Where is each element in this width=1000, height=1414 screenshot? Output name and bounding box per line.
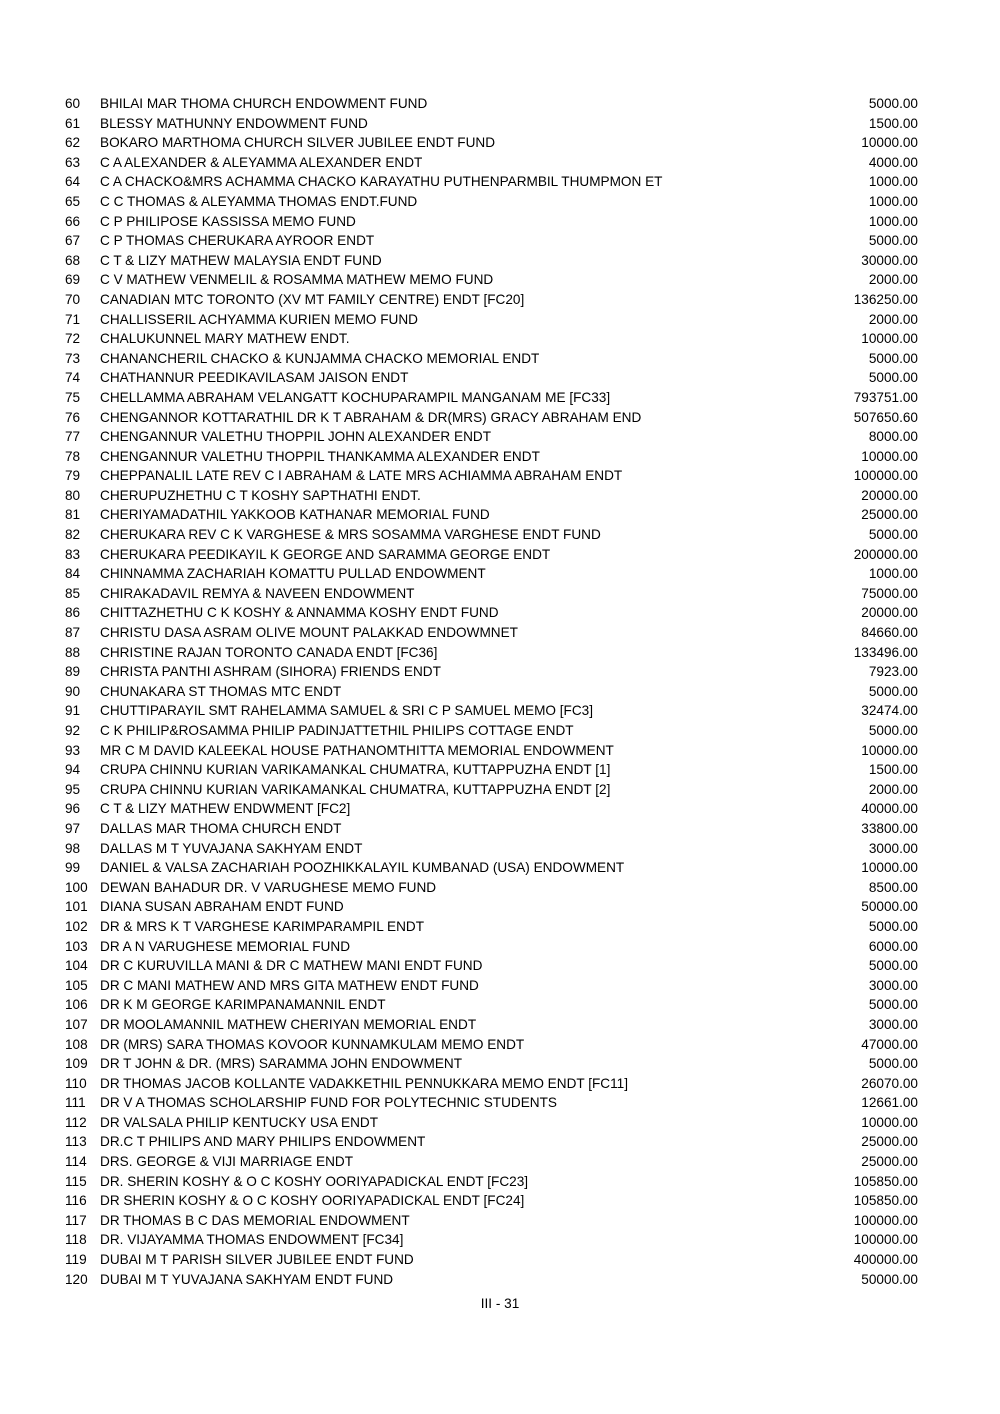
row-number: 113 (65, 1134, 87, 1150)
fund-name: DEWAN BAHADUR DR. V VARUGHESE MEMO FUND (100, 879, 437, 895)
row-number: 65 (65, 193, 81, 209)
row-number: 68 (65, 252, 81, 268)
table-row (65, 1015, 918, 1035)
fund-name: CANADIAN MTC TORONTO (XV MT FAMILY CENTRE) ENDT [FC20] (100, 291, 525, 307)
table-row (65, 1270, 918, 1290)
table-row (65, 995, 918, 1015)
table-row (65, 839, 918, 859)
row-number: 75 (65, 389, 81, 405)
endowment-fund-list (65, 94, 918, 1289)
row-number: 92 (65, 723, 81, 738)
fund-amount: 136250.00 (853, 291, 918, 307)
fund-name: DANIEL & VALSA ZACHARIAH POOZHIKKALAYIL KUMBANAD (USA) ENDOWMENT (100, 860, 625, 876)
table-row (65, 662, 918, 682)
fund-name: C K PHILIP&ROSAMMA PHILIP PADINJATTETHIL PHILIPS COTTAGE ENDT (100, 723, 574, 738)
fund-name: DR V A THOMAS SCHOLARSHIP FUND FOR POLYTECHNIC STUDENTS (100, 1095, 557, 1111)
fund-amount: 105850.00 (853, 1173, 918, 1189)
row-number: 63 (65, 154, 81, 170)
fund-amount: 32474.00 (861, 703, 918, 719)
fund-name: DUBAI M T PARISH SILVER JUBILEE ENDT FUND (100, 1252, 414, 1268)
row-number: 88 (65, 644, 81, 660)
fund-amount: 1000.00 (868, 213, 918, 229)
fund-amount: 12661.00 (861, 1095, 918, 1111)
table-row (65, 153, 918, 173)
row-number: 118 (65, 1232, 87, 1248)
fund-amount: 400000.00 (853, 1252, 918, 1268)
fund-name: DR (MRS) SARA THOMAS KOVOOR KUNNAMKULAM MEMO ENDT (100, 1036, 525, 1052)
table-row (65, 643, 918, 663)
table-row (65, 251, 918, 271)
fund-amount: 100000.00 (853, 1212, 918, 1228)
fund-name: DALLAS M T YUVAJANA SAKHYAM ENDT (100, 840, 363, 856)
row-number: 106 (65, 997, 88, 1013)
row-number: 109 (65, 1056, 88, 1072)
fund-name: DR MOOLAMANNIL MATHEW CHERIYAN MEMORIAL ENDT (100, 1016, 477, 1032)
table-row (65, 701, 918, 721)
table-row (65, 799, 918, 819)
row-number: 119 (65, 1252, 87, 1268)
fund-amount: 84660.00 (861, 625, 918, 641)
fund-amount: 10000.00 (861, 742, 918, 758)
table-row (65, 760, 918, 780)
row-number: 76 (65, 409, 81, 425)
row-number: 61 (65, 115, 81, 131)
fund-name: CHIRAKADAVIL REMYA & NAVEEN ENDOWMENT (100, 585, 415, 601)
fund-name: CHENGANNUR VALETHU THOPPIL JOHN ALEXANDER ENDT (100, 429, 492, 445)
fund-name: DR A N VARUGHESE MEMORIAL FUND (100, 938, 351, 954)
table-row (65, 1152, 918, 1172)
row-number: 78 (65, 448, 81, 464)
fund-amount: 793751.00 (853, 389, 918, 405)
fund-name: C C THOMAS & ALEYAMMA THOMAS ENDT.FUND (100, 193, 418, 209)
fund-amount: 3000.00 (868, 840, 918, 856)
table-row (65, 466, 918, 486)
table-row (65, 1132, 918, 1152)
row-number: 81 (65, 507, 81, 523)
table-row (65, 603, 918, 623)
row-number: 87 (65, 625, 81, 641)
fund-name: CHENGANNOR KOTTARATHIL DR K T ABRAHAM & DR(MRS) GRACY ABRAHAM END (100, 409, 642, 425)
fund-amount: 4000.00 (868, 154, 918, 170)
fund-name: C V MATHEW VENMELIL & ROSAMMA MATHEW MEMO FUND (100, 272, 494, 288)
fund-amount: 26070.00 (861, 1075, 918, 1091)
fund-amount: 40000.00 (861, 801, 918, 817)
row-number: 66 (65, 213, 81, 229)
fund-name: DRS. GEORGE & VIJI MARRIAGE ENDT (100, 1154, 354, 1170)
table-row (65, 270, 918, 290)
fund-amount: 3000.00 (868, 977, 918, 993)
fund-amount: 8000.00 (868, 429, 918, 445)
row-number: 90 (65, 683, 81, 699)
table-row (65, 388, 918, 408)
fund-amount: 5000.00 (868, 997, 918, 1013)
fund-name: CHRISTINE RAJAN TORONTO CANADA ENDT [FC36] (100, 644, 438, 660)
fund-amount: 10000.00 (861, 1114, 918, 1130)
table-row (65, 212, 918, 232)
row-number: 105 (65, 977, 88, 993)
fund-name: DR.C T PHILIPS AND MARY PHILIPS ENDOWMENT (100, 1134, 426, 1150)
fund-amount: 1000.00 (868, 174, 918, 190)
fund-name: CHERUKARA REV C K VARGHESE & MRS SOSAMMA VARGHESE ENDT FUND (100, 527, 601, 543)
fund-name: CHALLISSERIL ACHYAMMA KURIEN MEMO FUND (100, 311, 418, 327)
table-row (65, 486, 918, 506)
row-number: 112 (65, 1114, 87, 1130)
table-row (65, 505, 918, 525)
fund-amount: 25000.00 (861, 1134, 918, 1150)
fund-amount: 20000.00 (861, 487, 918, 503)
row-number: 111 (65, 1095, 86, 1111)
fund-amount: 10000.00 (861, 448, 918, 464)
row-number: 84 (65, 566, 81, 582)
table-row (65, 937, 918, 957)
fund-amount: 47000.00 (861, 1036, 918, 1052)
row-number: 62 (65, 135, 81, 151)
row-number: 60 (65, 96, 81, 111)
row-number: 72 (65, 331, 81, 347)
fund-name: CHEPPANALIL LATE REV C I ABRAHAM & LATE MRS ACHIAMMA ABRAHAM ENDT (100, 468, 623, 484)
fund-amount: 5000.00 (868, 233, 918, 249)
fund-amount: 100000.00 (853, 468, 918, 484)
row-number: 107 (65, 1016, 88, 1032)
row-number: 73 (65, 350, 81, 366)
fund-name: DALLAS MAR THOMA CHURCH ENDT (100, 820, 342, 836)
table-row (65, 721, 918, 741)
table-row (65, 1230, 918, 1250)
fund-name: DR C MANI MATHEW AND MRS GITA MATHEW ENDT FUND (100, 977, 479, 993)
fund-amount: 50000.00 (861, 899, 918, 915)
fund-name: MR C M DAVID KALEEKAL HOUSE PATHANOMTHITTA MEMORIAL ENDOWMENT (100, 742, 614, 758)
table-row (65, 172, 918, 192)
table-row (65, 741, 918, 761)
table-row (65, 819, 918, 839)
fund-amount: 30000.00 (861, 252, 918, 268)
table-row (65, 878, 918, 898)
fund-name: CHERUPUZHETHU C T KOSHY SAPTHATHI ENDT. (100, 487, 421, 503)
fund-name: DR. SHERIN KOSHY & O C KOSHY OORIYAPADICKAL ENDT [FC23] (100, 1173, 529, 1189)
table-row (65, 1113, 918, 1133)
table-row (65, 780, 918, 800)
table-row (65, 623, 918, 643)
table-row (65, 349, 918, 369)
fund-name: DR C KURUVILLA MANI & DR C MATHEW MANI ENDT FUND (100, 958, 483, 974)
row-number: 102 (65, 918, 88, 934)
fund-name: CRUPA CHINNU KURIAN VARIKAMANKAL CHUMATRA, KUTTAPPUZHA ENDT [2] (100, 781, 611, 797)
row-number: 85 (65, 585, 81, 601)
row-number: 91 (65, 703, 81, 719)
row-number: 82 (65, 527, 81, 543)
fund-amount: 7923.00 (868, 664, 918, 680)
fund-amount: 2000.00 (868, 781, 918, 797)
table-row (65, 564, 918, 584)
fund-amount: 6000.00 (868, 938, 918, 954)
table-row (65, 1191, 918, 1211)
fund-name: CHUNAKARA ST THOMAS MTC ENDT (100, 683, 342, 699)
table-row (65, 545, 918, 565)
fund-amount: 133496.00 (853, 644, 918, 660)
fund-name: C P THOMAS CHERUKARA AYROOR ENDT (100, 233, 375, 249)
fund-amount: 10000.00 (861, 860, 918, 876)
fund-name: CHATHANNUR PEEDIKAVILASAM JAISON ENDT (100, 370, 409, 386)
table-row (65, 368, 918, 388)
fund-name: C P PHILIPOSE KASSISSA MEMO FUND (100, 213, 356, 229)
row-number: 101 (65, 899, 88, 915)
fund-amount: 33800.00 (861, 820, 918, 836)
table-row (65, 1093, 918, 1113)
row-number: 115 (65, 1173, 87, 1189)
table-row (65, 956, 918, 976)
table-row (65, 584, 918, 604)
row-number: 83 (65, 546, 81, 562)
fund-amount: 5000.00 (868, 1056, 918, 1072)
row-number: 96 (65, 801, 81, 817)
fund-name: DR SHERIN KOSHY & O C KOSHY OORIYAPADICKAL ENDT [FC24] (100, 1193, 525, 1209)
row-number: 98 (65, 840, 81, 856)
table-row (65, 1074, 918, 1094)
fund-name: CHENGANNUR VALETHU THOPPIL THANKAMMA ALEXANDER ENDT (100, 448, 540, 464)
table-row (65, 329, 918, 349)
table-row (65, 682, 918, 702)
table-row (65, 917, 918, 937)
row-number: 95 (65, 781, 81, 797)
row-number: 69 (65, 272, 81, 288)
fund-name: CHALUKUNNEL MARY MATHEW ENDT. (100, 331, 350, 347)
table-row (65, 1172, 918, 1192)
fund-name: C T & LIZY MATHEW MALAYSIA ENDT FUND (100, 252, 382, 268)
fund-amount: 5000.00 (868, 918, 918, 934)
page-number: III - 31 (480, 1296, 520, 1311)
fund-name: DR K M GEORGE KARIMPANAMANNIL ENDT (100, 997, 386, 1013)
table-row (65, 1211, 918, 1231)
table-row (65, 290, 918, 310)
table-row (65, 310, 918, 330)
table-row (65, 897, 918, 917)
table-row (65, 447, 918, 467)
fund-amount: 8500.00 (868, 879, 918, 895)
fund-amount: 5000.00 (868, 96, 918, 111)
row-number: 116 (65, 1193, 87, 1209)
fund-name: BOKARO MARTHOMA CHURCH SILVER JUBILEE ENDT FUND (100, 135, 496, 151)
row-number: 100 (65, 879, 88, 895)
table-row (65, 525, 918, 545)
fund-amount: 5000.00 (868, 370, 918, 386)
fund-amount: 10000.00 (861, 135, 918, 151)
fund-amount: 3000.00 (868, 1016, 918, 1032)
table-row (65, 192, 918, 212)
fund-name: DIANA SUSAN ABRAHAM ENDT FUND (100, 899, 344, 915)
row-number: 79 (65, 468, 81, 484)
fund-name: CHANANCHERIL CHACKO & KUNJAMMA CHACKO MEMORIAL ENDT (100, 350, 540, 366)
fund-name: C T & LIZY MATHEW ENDWMENT [FC2] (100, 801, 351, 817)
fund-amount: 50000.00 (861, 1271, 918, 1287)
table-row (65, 133, 918, 153)
row-number: 104 (65, 958, 88, 974)
fund-name: DR. VIJAYAMMA THOMAS ENDOWMENT [FC34] (100, 1232, 404, 1248)
table-row (65, 94, 918, 114)
fund-name: BLESSY MATHUNNY ENDOWMENT FUND (100, 115, 368, 131)
row-number: 64 (65, 174, 81, 190)
fund-amount: 105850.00 (853, 1193, 918, 1209)
fund-name: DUBAI M T YUVAJANA SAKHYAM ENDT FUND (100, 1271, 394, 1287)
row-number: 67 (65, 233, 81, 249)
fund-amount: 100000.00 (853, 1232, 918, 1248)
fund-name: BHILAI MAR THOMA CHURCH ENDOWMENT FUND (100, 96, 428, 111)
fund-name: DR THOMAS JACOB KOLLANTE VADAKKETHIL PENNUKKARA MEMO ENDT [FC11] (100, 1075, 629, 1091)
fund-amount: 5000.00 (868, 683, 918, 699)
fund-amount: 10000.00 (861, 331, 918, 347)
fund-amount: 1000.00 (868, 193, 918, 209)
table-row (65, 858, 918, 878)
fund-amount: 2000.00 (868, 311, 918, 327)
fund-name: CHRISTA PANTHI ASHRAM (SIHORA) FRIENDS ENDT (100, 664, 441, 680)
fund-name: DR & MRS K T VARGHESE KARIMPARAMPIL ENDT (100, 918, 425, 934)
row-number: 117 (65, 1212, 87, 1228)
table-row (65, 976, 918, 996)
fund-amount: 25000.00 (861, 507, 918, 523)
table-row (65, 1054, 918, 1074)
fund-name: CHELLAMMA ABRAHAM VELANGATT KOCHUPARAMPIL MANGANAM ME [FC33] (100, 389, 611, 405)
row-number: 103 (65, 938, 88, 954)
fund-name: CHINNAMMA ZACHARIAH KOMATTU PULLAD ENDOWMENT (100, 566, 486, 582)
fund-name: CHRISTU DASA ASRAM OLIVE MOUNT PALAKKAD ENDOWMNET (100, 625, 518, 641)
row-number: 74 (65, 370, 81, 386)
row-number: 70 (65, 291, 81, 307)
row-number: 114 (65, 1154, 87, 1170)
table-row (65, 114, 918, 134)
fund-name: DR THOMAS B C DAS MEMORIAL ENDOWMENT (100, 1212, 410, 1228)
row-number: 77 (65, 429, 81, 445)
fund-name: DR VALSALA PHILIP KENTUCKY USA ENDT (100, 1114, 379, 1130)
fund-amount: 5000.00 (868, 723, 918, 738)
fund-name: CRUPA CHINNU KURIAN VARIKAMANKAL CHUMATRA, KUTTAPPUZHA ENDT [1] (100, 762, 611, 778)
row-number: 108 (65, 1036, 88, 1052)
table-row (65, 427, 918, 447)
row-number: 71 (65, 311, 81, 327)
fund-amount: 1500.00 (868, 115, 918, 131)
fund-amount: 75000.00 (861, 585, 918, 601)
fund-amount: 20000.00 (861, 605, 918, 621)
fund-amount: 5000.00 (868, 527, 918, 543)
row-number: 80 (65, 487, 81, 503)
row-number: 120 (65, 1271, 88, 1287)
fund-name: DR T JOHN & DR. (MRS) SARAMMA JOHN ENDOWMENT (100, 1056, 463, 1072)
fund-amount: 200000.00 (853, 546, 918, 562)
fund-amount: 5000.00 (868, 958, 918, 974)
fund-name: C A ALEXANDER & ALEYAMMA ALEXANDER ENDT (100, 154, 423, 170)
fund-name: CHERUKARA PEEDIKAYIL K GEORGE AND SARAMMA GEORGE ENDT (100, 546, 551, 562)
row-number: 97 (65, 820, 81, 836)
fund-name: CHITTAZHETHU C K KOSHY & ANNAMMA KOSHY ENDT FUND (100, 605, 499, 621)
table-row (65, 231, 918, 251)
fund-amount: 1500.00 (868, 762, 918, 778)
fund-amount: 5000.00 (868, 350, 918, 366)
fund-name: CHERIYAMADATHIL YAKKOOB KATHANAR MEMORIAL FUND (100, 507, 490, 523)
table-row (65, 1250, 918, 1270)
fund-amount: 507650.60 (853, 409, 918, 425)
fund-name: CHUTTIPARAYIL SMT RAHELAMMA SAMUEL & SRI C P SAMUEL MEMO [FC3] (100, 703, 593, 719)
fund-name: C A CHACKO&MRS ACHAMMA CHACKO KARAYATHU PUTHENPARMBIL THUMPMON ET (100, 174, 663, 190)
row-number: 89 (65, 664, 81, 680)
row-number: 110 (65, 1075, 87, 1091)
row-number: 99 (65, 860, 81, 876)
row-number: 86 (65, 605, 81, 621)
row-number: 94 (65, 762, 81, 778)
fund-amount: 2000.00 (868, 272, 918, 288)
fund-amount: 25000.00 (861, 1154, 918, 1170)
row-number: 93 (65, 742, 81, 758)
fund-amount: 1000.00 (868, 566, 918, 582)
table-row (65, 408, 918, 428)
table-row (65, 1035, 918, 1055)
